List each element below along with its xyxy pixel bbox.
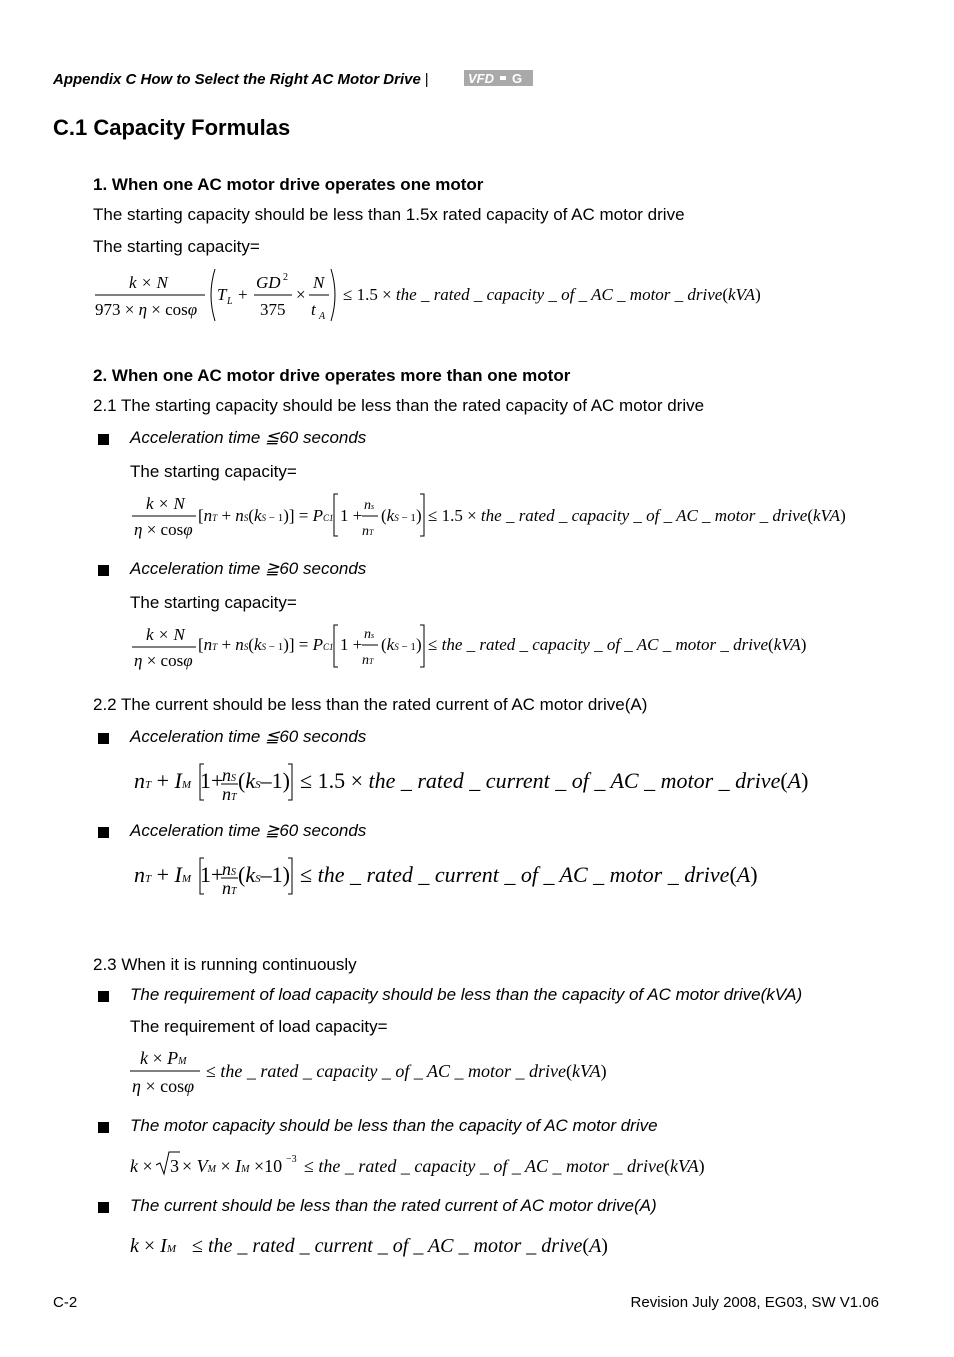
svg-text:≤ the _ rated _ current _ of _: ≤ the _ rated _ current _ of _ AC _ motor _ drive(A) xyxy=(300,862,758,887)
starting-capacity-label: The starting capacity= xyxy=(130,593,297,612)
s2-heading: 2. When one AC motor drive operates more than one motor xyxy=(93,366,571,385)
svg-text:η × cosφ: η × cosφ xyxy=(134,520,193,539)
svg-text:ns: ns xyxy=(364,627,375,642)
svg-text:k × N: k × N xyxy=(129,273,168,292)
load-req-formula-label: The requirement of load capacity= xyxy=(130,1017,388,1036)
svg-text:N: N xyxy=(313,273,325,292)
accel-le-label: Acceleration time ≦60 seconds xyxy=(130,727,367,746)
formula-1 xyxy=(93,265,813,327)
bullet-icon xyxy=(98,434,109,445)
s21-text: 2.1 The starting capacity should be less than the rated capacity of AC motor drive xyxy=(93,396,705,415)
svg-text:≤ 1.5 × the _ rated _ capacity: ≤ 1.5 × the _ rated _ capacity _ of _ AC _ motor _ drive(kVA) xyxy=(343,285,761,304)
bullet-icon xyxy=(98,1122,109,1133)
revision-text: Revision July 2008, EG03, SW V1.06 xyxy=(630,1294,879,1311)
svg-text:×: × xyxy=(296,285,306,304)
vfd-g-logo xyxy=(464,70,533,86)
s23-text: 2.3 When it is running continuously xyxy=(93,955,357,974)
svg-text:≤ the _ rated _ capacity _ of: ≤ the _ rated _ capacity _ of _ AC _ motor _ drive(kVA) xyxy=(304,1156,705,1176)
starting-capacity-label: The starting capacity= xyxy=(130,462,297,481)
svg-text:nT: nT xyxy=(362,524,374,539)
svg-text:375: 375 xyxy=(260,300,286,319)
svg-text:× VM × IM ×10: × VM × IM ×10 xyxy=(182,1156,283,1176)
accel-ge-label: Acceleration time ≧60 seconds xyxy=(130,559,367,578)
header-text: Appendix C How to Select the Right AC Motor Drive xyxy=(53,71,421,88)
svg-text:nT + IM: nT + IM xyxy=(134,768,192,793)
svg-text:k ×: k × xyxy=(130,1156,153,1176)
svg-text:η × cosφ: η × cosφ xyxy=(132,1076,195,1096)
svg-text:nS: nS xyxy=(222,859,236,879)
svg-text:k × N: k × N xyxy=(146,494,185,513)
svg-text:≤ 1.5 × the _ rated _ capacity: ≤ 1.5 × the _ rated _ capacity _ of _ AC _ motor _ drive(kVA) xyxy=(428,506,846,525)
s1-starting-capacity-label: The starting capacity= xyxy=(93,237,260,256)
svg-text:[nT + nS(kS − 1)] = PC1: [nT + nS(kS − 1)] = PC1 xyxy=(198,635,334,654)
formula-2-2b xyxy=(130,852,790,900)
formula-2-1b xyxy=(130,621,850,676)
bullet-icon xyxy=(98,827,109,838)
svg-text:T: T xyxy=(217,285,227,304)
svg-text:nT: nT xyxy=(222,784,237,804)
svg-text:3: 3 xyxy=(170,1156,179,1176)
svg-text:VFD: VFD xyxy=(468,71,494,86)
svg-text:1 +: 1 + xyxy=(340,506,363,525)
svg-text:−3: −3 xyxy=(286,1154,297,1165)
svg-text:k × IM: k × IM xyxy=(130,1235,177,1257)
svg-text:nT: nT xyxy=(222,878,237,898)
svg-text:2: 2 xyxy=(283,272,288,283)
svg-text:1 +: 1 + xyxy=(340,635,363,654)
svg-text:nT + IM: nT + IM xyxy=(134,862,192,887)
formula-2-1a xyxy=(130,490,870,545)
current-req-label: The current should be less than the rated current of AC motor drive(A) xyxy=(130,1196,657,1215)
page-header xyxy=(53,71,429,88)
svg-text:(kS–1): (kS–1) xyxy=(238,862,290,887)
svg-text:GD: GD xyxy=(256,273,281,292)
svg-text:+: + xyxy=(238,285,248,304)
motor-cap-label: The motor capacity should be less than the capacity of AC motor drive xyxy=(130,1116,658,1135)
page-number: C-2 xyxy=(53,1294,78,1311)
s1-text: The starting capacity should be less than 1.5x rated capacity of AC motor drive xyxy=(93,205,685,224)
svg-text:≤ 1.5 × the _ rated _ current: ≤ 1.5 × the _ rated _ current _ of _ AC _ motor _ drive(A) xyxy=(300,768,809,793)
svg-text:(kS − 1): (kS − 1) xyxy=(381,506,422,525)
svg-text:≤ the _ rated _ capacity _ of: ≤ the _ rated _ capacity _ of _ AC _ motor _ drive(kVA) xyxy=(206,1061,607,1081)
svg-text:η × cosφ: η × cosφ xyxy=(134,651,193,670)
bullet-icon xyxy=(98,991,109,1002)
svg-text:A: A xyxy=(319,311,326,322)
bullet-icon xyxy=(98,1202,109,1213)
svg-text:1+: 1+ xyxy=(200,768,224,793)
s22-text: 2.2 The current should be less than the rated current of AC motor drive(A) xyxy=(93,695,648,714)
svg-text:(kS − 1): (kS − 1) xyxy=(381,635,422,654)
svg-text:973 × η × cosφ: 973 × η × cosφ xyxy=(95,300,198,319)
s1-heading: 1. When one AC motor drive operates one motor xyxy=(93,175,484,194)
formula-2-3a xyxy=(128,1044,688,1100)
svg-text:(kS–1): (kS–1) xyxy=(238,768,290,793)
formula-2-2a xyxy=(130,758,830,806)
load-req-label: The requirement of load capacity should be less than the capacity of AC motor drive(kVA) xyxy=(130,985,803,1004)
svg-text:nT: nT xyxy=(362,653,374,668)
accel-ge-label: Acceleration time ≧60 seconds xyxy=(130,821,367,840)
svg-text:k × N: k × N xyxy=(146,625,185,644)
svg-text:≤ the _ rated _ capacity _ of: ≤ the _ rated _ capacity _ of _ AC _ motor _ drive(kVA) xyxy=(428,635,807,654)
svg-text:≤ the _ rated _ current _ of _: ≤ the _ rated _ current _ of _ AC _ motor _ drive(A) xyxy=(192,1235,608,1257)
formula-2-3b xyxy=(128,1148,748,1182)
svg-text:t: t xyxy=(311,300,316,319)
svg-text:ns: ns xyxy=(364,498,375,513)
svg-text:nS: nS xyxy=(222,765,236,785)
header-separator: | xyxy=(424,71,429,88)
accel-le-label: Acceleration time ≦60 seconds xyxy=(130,428,367,447)
svg-text:L: L xyxy=(227,296,233,307)
bullet-icon xyxy=(98,733,109,744)
svg-text:[nT + nS(kS − 1)] = PC1: [nT + nS(kS − 1)] = PC1 xyxy=(198,506,334,525)
bullet-icon xyxy=(98,565,109,576)
svg-text:G: G xyxy=(512,71,523,86)
section-title: C.1 Capacity Formulas xyxy=(53,115,291,140)
svg-text:1+: 1+ xyxy=(200,862,224,887)
formula-2-3c xyxy=(128,1228,648,1262)
svg-text:k × PM: k × PM xyxy=(140,1048,187,1068)
